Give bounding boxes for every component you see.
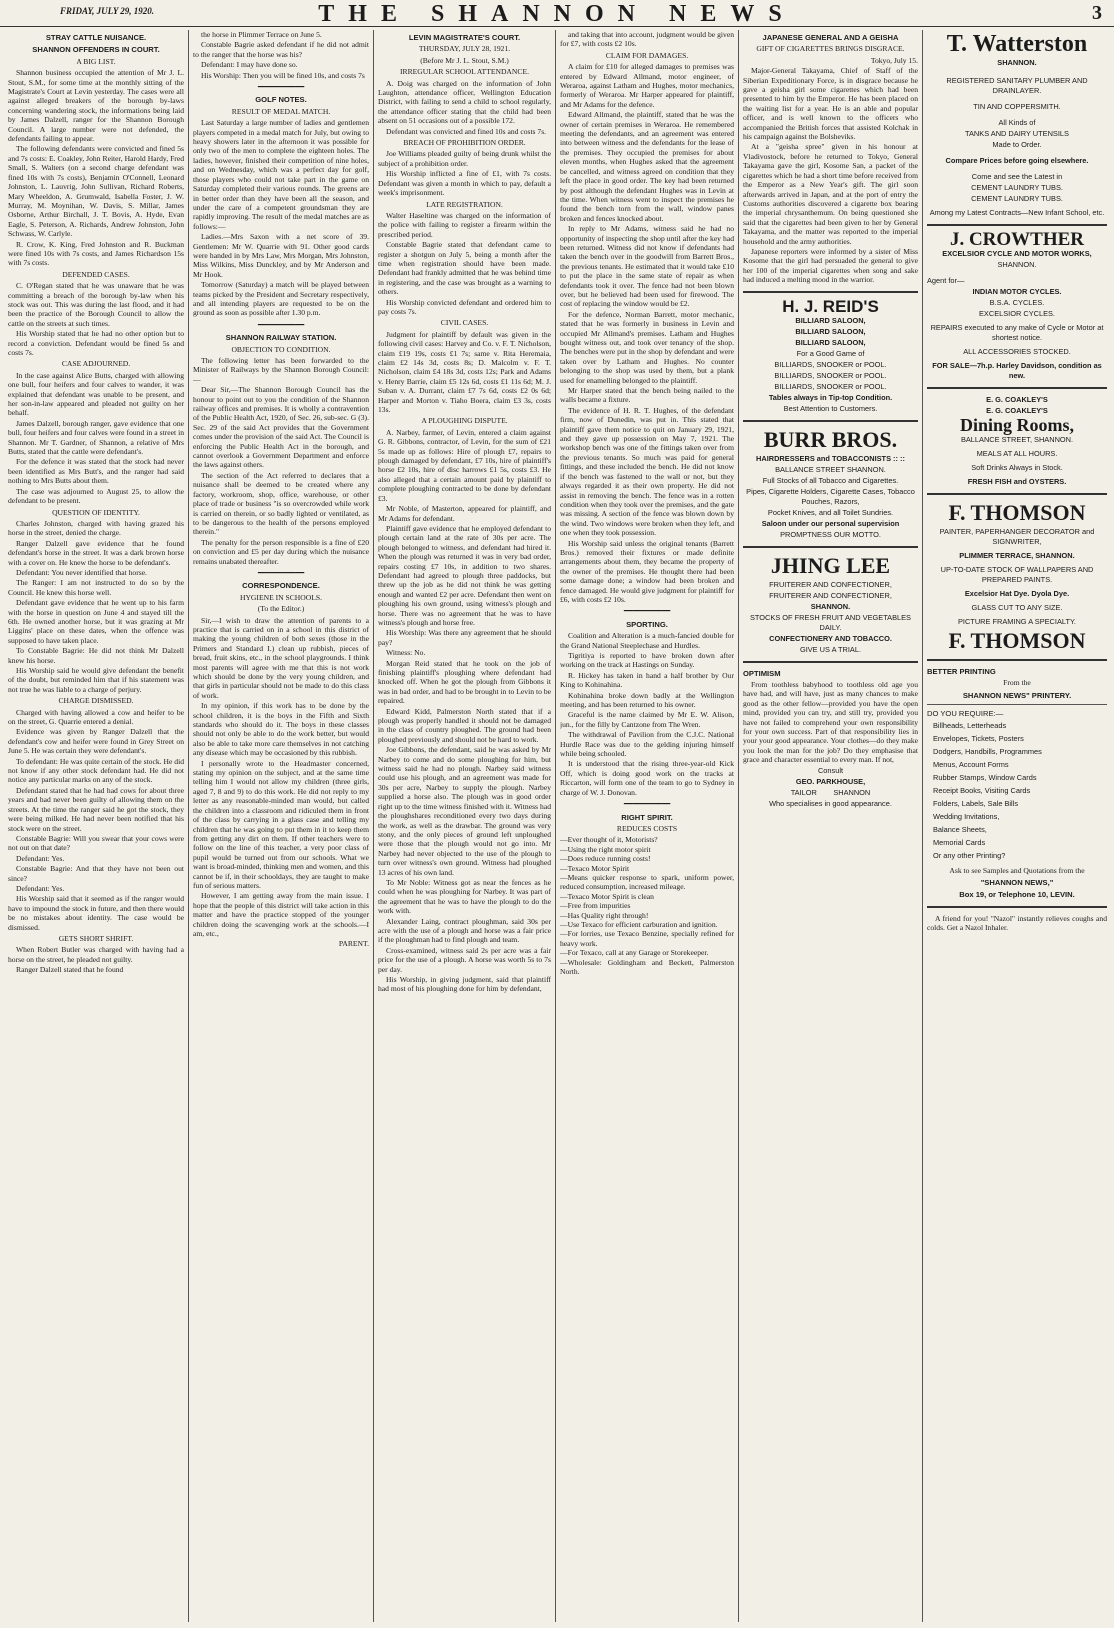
article-paragraph: Coalition and Alteration is a much-fancied double for the Grand National Steeplechase and Hurdles. [560, 631, 734, 650]
ad-line: FOR SALE—7h.p. Harley Davidson, condition as new. [932, 361, 1102, 380]
ad-line: Saloon under our personal supervision [761, 518, 900, 528]
list-item: Envelopes, Tickets, Posters [933, 733, 1024, 743]
article-paragraph: R. Crow, K. King, Fred Johnston and R. Buckman were fined 10s with 7s costs, and James Richardson 15s with 7s costs. [8, 239, 184, 268]
column-5 [743, 30, 918, 1620]
article-paragraph: Ranger Dalzell stated that he found [16, 965, 124, 975]
subhead: IRREGULAR SCHOOL ATTENDANCE. [399, 67, 530, 77]
ad-title: T. Watterston [946, 31, 1088, 57]
article-paragraph: Evidence was given by Ranger Dalzell that the defendant's cow and heifer were found in Grey Street on June 5. He was certain they were defendant's. [8, 727, 184, 756]
headline-stray-cattle: STRAY CATTLE NUISANCE. [45, 33, 147, 42]
article-paragraph: Defendant was convicted and fined 10s and costs 7s. [386, 126, 547, 136]
article-paragraph: To Mr Noble: Witness got as near the fences as he could when he was ploughing for Narbey. It was part of the agreement that he was to have the plough to do the work with. [378, 877, 551, 916]
ad-line: BILLIARDS, SNOOKER or POOL. [774, 381, 887, 391]
ad-line: SHANNON. [810, 601, 851, 611]
column-6 [927, 30, 1107, 1620]
headline-railway: SHANNON RAILWAY STATION. [225, 333, 337, 343]
article-paragraph: His Worship stated that he had no other option but to record a conviction. Defendant would be fined 5s and costs 7s. [8, 329, 184, 357]
subhead: RESULT OF MEDAL MATCH. [231, 106, 331, 116]
newspaper-title: THE SHANNON NEWS [318, 1, 796, 27]
article-paragraph: Witness: No. [386, 648, 426, 658]
ad-line: BALLANCE STREET SHANNON. [775, 464, 886, 474]
ad-line: BILLIARD SALOON, [795, 326, 866, 336]
article-paragraph: Last Saturday a large number of ladies and gentlemen players competed in a medal match for July, but owing to heavy showers later in the afternoon it was possible for only two of the men to complete the eighteen holes. The ladies, however, finished their competition of nine holes, and on Wednesday, which was a perfect day for golf, those players who could not take part in the game on Saturday completed their various rounds. The greens are in better order than they have been all the season, and under the care of a competent groundsman they are rapidly improving. The result of the medal matches are as follows:— [193, 118, 369, 231]
ad-line: Compare Prices before going elsewhere. [945, 156, 1089, 165]
article-paragraph: Edward Kidd, Palmerston North stated that if a plough was properly handled it should not be damaged in the class of country ploughed. The ground had been ploughed previously and should not be hard to work. [378, 706, 551, 744]
ad-title: F. THOMSON [948, 628, 1086, 653]
article-paragraph: Defendant: Yes. [16, 883, 65, 893]
list-item: —Wholesale: Goldingham and Beckett, Palmerston North. [560, 957, 734, 976]
ad-title: J. CROWTHER [949, 229, 1085, 250]
article-paragraph: Tomorrow (Saturday) a match will be played between teams picked by the President and Secretary respectively, and all intending players are requested to be on the ground as soon as possible after 1.30 p.m. [193, 280, 369, 318]
ad-line: BILLIARD SALOON, [795, 337, 866, 347]
article-paragraph: Defendant: Yes. [16, 853, 65, 863]
subhead: THURSDAY, JULY 28, 1921. [418, 44, 511, 54]
subhead: GETS SHORT SHRIFT. [58, 933, 134, 943]
article-paragraph: In the case against Alice Butts, charged with allowing one bull, four heifers and four calves to wander, it was explained that defendant was unable to be present, and her son-in-law appeared and pleaded not guilty on her behalf. [8, 370, 184, 418]
headline-magistrates-court: LEVIN MAGISTRATE'S COURT. [408, 33, 521, 42]
ad-line: Tables always in Tip-top Condition. [768, 392, 893, 402]
article-paragraph: Graceful is the name claimed by Mr E. W. Alison, jun., for the filly by Cantzone from The Wren. [560, 710, 734, 729]
column-4 [560, 30, 734, 1620]
ad-line: From the [1003, 678, 1031, 688]
list-item: Menus, Account Forms [933, 759, 1009, 769]
subhead: QUESTION OF IDENTITY. [52, 507, 140, 517]
article-paragraph: However, I am getting away from the main issue. I hope that the people of this district will take action in this matter and have the practice stopped of the younger children doing the scavenging work at the schools.—I am, etc., [193, 891, 369, 938]
ad-line: For a Good Game of [796, 348, 865, 358]
column-3 [378, 30, 551, 1620]
article-paragraph: Charles Johnston, charged with having grazed his horse in the street, denied the charge. [8, 518, 184, 538]
headline-sporting: SPORTING. [626, 619, 668, 629]
ad-jhing-lee [743, 546, 918, 655]
subhead: OBJECTION TO CONDITION. [231, 344, 331, 354]
ad-line: Ask to see Samples and Quotations from the [949, 865, 1085, 875]
article-paragraph: Defendant gave evidence that he went up to his farm with the horse in question on June 4 and stayed till the 6th. He owned another horse, but it was grazing at Mr Liggins' place on these dates, when the offence was supposed to have taken place. [8, 598, 184, 645]
ad-line: Pocket Knives, and all Toilet Sundries. [767, 507, 894, 517]
subhead: CHARGE DISMISSED. [58, 696, 134, 706]
list-item: —Texaco Motor Spirit is clean [560, 891, 654, 901]
article-paragraph: Defendant: I may have done so. [201, 60, 298, 70]
ad-line: Consult [817, 765, 844, 775]
subhead: DEFENDED CASES. [62, 269, 130, 279]
list-item: Or any other Printing? [933, 850, 1006, 860]
column-1 [8, 30, 184, 1620]
headline-golf: GOLF NOTES. [255, 95, 307, 105]
ad-line: REGISTERED SANITARY PLUMBER AND DRAINLAYER. [946, 76, 1088, 95]
section-divider: ━━━━━━━━━━━ [257, 320, 305, 329]
article-paragraph: Ladies.—Mrs Saxon with a net score of 39. Gentlemen: Mr W. Quarrie with 91. Other good cards were handed in by Mrs Law, Mrs Morgan, Mrs Johnston, Miss Wilkins, Miss Dunckley, and by Mr Anderson and Mr Hook. [193, 232, 369, 279]
ad-line: BILLIARDS, SNOOKER or POOL. [774, 370, 887, 380]
headline-japanese-general: JAPANESE GENERAL AND A GEISHA [762, 33, 899, 42]
article-paragraph: His Worship said he would give defendant the benefit of the doubt, but reminded him that if his statement was not true he was liable to a charge of perjury. [8, 666, 184, 694]
ad-line: UP-TO-DATE STOCK OF WALLPAPERS AND PREPARED PAINTS. [940, 565, 1094, 584]
ad-line: B.S.A. CYCLES. [989, 298, 1045, 307]
subhead: HYGIENE IN SCHOOLS. [239, 592, 323, 602]
article-paragraph: Kohinahina broke down badly at the Wellington meeting, and has been returned to his owner. [560, 690, 734, 710]
ad-line: TAILOR SHANNON [790, 787, 871, 797]
article-paragraph: I personally wrote to the Headmaster concerned, stating my opinion on the subject, and at the same time telling him I would not allow my children (three girls, aged 7, 8 and 9) to do this work. He did not reply to my letter as any reasonable-minded man would, but called the children into a classroom and ridiculed them in front of the class by carrying in a glass case and telling my children that he was going to put them in it to keep them from getting any dirt on them. If other teachers were to follow on the line of this teacher, a very poor class of pupil would be turned out from our schools. What we want is broad-minded, thinking men and women, and this cannot be if, in their schooldays, they are taught to make fun of serious matters. [193, 758, 369, 890]
ad-line: PAINTER, PAPERHANGER DECORATOR and SIGNWRITER, [939, 527, 1095, 546]
article-paragraph: Mr Harper stated that the bench being nailed to the walls became a fixture. [560, 386, 734, 405]
ad-line: REPAIRS executed to any make of Cycle or Motor at shortest notice. [930, 323, 1104, 342]
list-item: Rubber Stamps, Window Cards [933, 772, 1037, 782]
list-item: —Has Quality right through! [560, 910, 649, 920]
list-item: Balance Sheets, [933, 824, 987, 834]
subhead: (Before Mr J. L. Stout, S.M.) [420, 55, 509, 65]
article-paragraph: Judgment for plaintiff by default was given in the following civil cases: Harvey and Co. v. F. T. Nicholson, claim £19 19s, costs £1 7s; same v. Rita Heremaia, claim £2 14s 3d, costs 8s; D. Malcolm v. F. T. Nicholson, claim £4 18s 3d, costs 12s; Park and Adams v. Henry Barrie, claim £5 12s 6d, costs £1 11s 6d; M. J. Suban v. A. Durrant, claim £7 7s 6d, costs £2 0s 6d; Harper and Morton v. Tiaho Boera, claim £3 3s, costs 13s. [378, 329, 551, 415]
list-item: —Using the right motor spirit [560, 844, 651, 854]
ad-line: STOCKS OF FRESH FRUIT AND VEGETABLES DAILY. [750, 612, 911, 632]
article-paragraph: Constable Bagrie stated that defendant came to register a shotgun on July 5, being a month after the time when registration should have been made. Defendant had frankly admitted that he was behind time in registering, and the case was brought as a warning to others. [378, 240, 551, 297]
article-paragraph: At a "geisha spree" given in his honour at Vladivostock, before he returned to Tokyo, General Takayama gave the girl, Kosome San, a packet of the cigarettes which he had a short time before received from the Emperor as a New Year's gift. The girl soon afterwards arrived in Japan, and at the port of entry the Customs authorities discovered a cigarette box bearing the imperial chrysanthemum. On being questioned she said that the cigarettes had been given to her by General Takayama, and the matter was reported to the imperial household and the army authorities. [743, 142, 918, 246]
ad-line: EXCELSIOR CYCLES. [979, 309, 1055, 318]
article-paragraph: To defendant: He was quite certain of the stock. He did not know if any other stock defendant had. He did not notice any particular marks on any of the stock. [8, 756, 184, 785]
article-paragraph: Shannon business occupied the attention of Mr J. L. Stout, S.M., for some time at the monthly sitting of the Magistrate's Court at Levin yesterday. The cases were all against alleged breakers of the borough by-laws concerning wandering stock, the informations being laid by James Dalzell, ranger for the Shannon Borough Council. A large number were not defended, the defendants failing to appear. [8, 68, 184, 144]
article-paragraph: His Worship said unless the original tenants (Barrett Bros.) removed their fixtures or made definite arrangements about them, they became the property of the owner of the premises. He thought there had been some damage done; a window had been broken and fence damaged. He would give judgment for plaintiff for £6, with costs £2 10s. [560, 538, 734, 604]
ad-line: Box 19, or Telephone 10, LEVIN. [959, 890, 1075, 900]
ad-reid-billiards [743, 291, 918, 414]
subhead: A BIG LIST. [76, 56, 116, 66]
list-item: Folders, Labels, Sale Bills [933, 798, 1019, 808]
article-paragraph: the horse in Plimmer Terrace on June 5. [201, 30, 322, 39]
ad-line: SHANNON. [997, 58, 1037, 67]
article-paragraph: His Worship said that it seemed as if the ranger would have to impound the stock in future, and then there would be no mistakes about identity. The case would be dismissed. [8, 894, 184, 932]
ad-line: Agent for— [927, 276, 965, 285]
ad-line: PICTURE FRAMING A SPECIALTY. [957, 617, 1076, 626]
ad-line: PROMPTNESS OUR MOTTO. [780, 529, 881, 539]
subhead: LATE REGISTRATION. [426, 199, 503, 209]
article-paragraph: The following defendants were convicted and fined 5s and 7s costs: E. Coakley, John Reiter, Harold Hardy, Fred Small, S. Walters (on a second charge defendant was fined 10s with 7s costs), Benjamin O'Connell, Leonard Johnston, L. Lauvrig, John Sullivan, Richard Roberts, Mary Wheeldon, A. Grumwald, Isabella Foster, J. W. Murray, M. Moynihan, W. Davis, S. Millar, James Osborne, Arthur Birchall, J. T. Bovis, A. Hyde, Evan Eagle, S. Peterson, A. Richards, Andrew Johnston, John Schwass, W. Carlyle. [8, 144, 184, 239]
ad-line: Best Attention to Customers. [783, 403, 878, 413]
article-paragraph: Constable Bagrie asked defendant if he did not admit to the ranger that the horse was his? [193, 40, 369, 59]
subhead: A PLOUGHING DISPUTE. [421, 416, 508, 426]
section-divider: ━━━━━━━━━━━ [623, 607, 671, 616]
subhead: BREACH OF PROHIBITION ORDER. [403, 138, 526, 148]
article-paragraph: His Worship, in giving judgment, said that plaintiff had most of his ploughing done for him by defendant, [378, 975, 551, 994]
article-paragraph: James Dalzell, borough ranger, gave evidence that one bull, four heifers and four calves were found in a street in Shannon. Mr T. Gardner, of Shannon, a relative of Mrs Butts, stated that the cattle were defendant's. [8, 418, 184, 457]
section-divider: ━━━━━━━━━━━ [257, 83, 305, 92]
article-paragraph: The section of the Act referred to declares that a nuisance shall be deemed to be created where any factory, workroom, shop, office, warehouse, or other place of trade or business "is so overcrowded while work is carried on therein, or so badly lighted or ventilated, as to be dangerous to the health of the persons employed therein." [193, 470, 369, 537]
article-paragraph: Alexander Laing, contract ploughman, said 30s per acre with the use of a plough and horse was a fair price if the ploughman had to find plough and team. [378, 916, 551, 945]
ad-title: H. J. REID'S [782, 296, 879, 316]
article-paragraph: The following letter has been forwarded to the Minister of Railways by the Shannon Borough Council:— [193, 356, 369, 384]
column-rule [555, 30, 556, 1622]
ad-line: BILLIARDS, SNOOKER or POOL. [774, 359, 887, 369]
article-paragraph: C. O'Regan stated that he was unaware that he was committing a breach of the borough by-law when his stock was out. This was during the last flood, and it had been the practice of the Borough Council to allow the cattle on the streets at such times. [8, 281, 184, 328]
ad-line: Pipes, Cigarette Holders, Cigarette Cases, Tobacco Pouches, Razors, [746, 486, 915, 506]
article-paragraph: A. Narbey, farmer, of Levin, entered a claim against G. R. Gibbons, contractor, of Levin, for the sum of £21 5s made up as follows: Hire of plough £7, repairs to plough damaged by defendant, £7 10s, hire of plaintiff's horse £2 10s, hire of disc harrows £1 5s, costs £3. He also alleged that a certain amount paid by plaintiff to complete ploughing contracted to be done by defendant £3. [378, 427, 551, 503]
article-paragraph: Morgan Reid stated that he took on the job of finishing plaintiff's ploughing where defendant had knocked off. When he got the plough from Gibbons it was in bad order, and had to be brought in to Levin to be repaired. [378, 658, 551, 706]
subhead: CIVIL CASES. [440, 318, 489, 328]
section-divider: ━━━━━━━━━━━ [257, 568, 305, 577]
ad-line: CEMENT LAUNDRY TUBS. [971, 194, 1063, 203]
ad-line: "SHANNON NEWS," [980, 878, 1054, 888]
ad-line: FRUITERER AND CONFECTIONER, [769, 590, 892, 600]
subhead: CLAIM FOR DAMAGES. [605, 50, 689, 60]
ad-watterston [927, 32, 1107, 218]
list-item: —Texaco Motor Spirit [560, 863, 630, 873]
list-item: —For Texaco, call at any Garage or Storekeeper. [560, 948, 709, 958]
article-paragraph: The evidence of H. R. T. Hughes, of the defendant firm, now of Dunedin, was put in. This stated that plaintiff gave them notice to quit on January 29, 1921, and they gave up possession on May 7, 1921. The workshop bench was one of the fittings taken over from the previous tenants. So much was paid for general fittings, and these included the bench. He did not know if the bench was fastened to the wall or not, but they always regarded it as their own property. He did not assist in removing the bench. The fence was in a rotten condition when they took over the premises, and the gate was missing. A section of the fence was blown down by the wind. Two windows were broken when they left, and one when they took possession. [560, 405, 734, 538]
article-paragraph: Tigritiya is reported to have broken down after working on the track at Hastings on Sunday. [560, 651, 734, 670]
dateline: Tokyo, July 15. [870, 55, 918, 65]
article-paragraph: Defendant stated that he had had cows for about three years and had never been guilty of allowing them on the streets. At the time the ranger said he got the stock, they were being milked. He had never been notified that his stock were on the street. [8, 785, 184, 833]
list-item: —Does reduce running costs! [560, 854, 651, 864]
article-paragraph: The penalty for the person responsible is a fine of £20 on conviction and £5 per day during which the nuisance remains unabated thereafter. [193, 537, 369, 566]
article-paragraph: It is understood that the rising three-year-old Kick Off, which is doing good work on the tracks at Riccarton, will form one of the team to go to Sydney in charge of W. J. Donovan. [560, 759, 734, 797]
ad-line: TIN AND COPPERSMITH. [973, 102, 1061, 111]
ad-line: MEALS AT ALL HOURS. [976, 449, 1058, 458]
article-paragraph: Edward Allmand, the plaintiff, stated that he was the owner of certain premises in Weraroa. He remembered meeting the defendants, and an agreement was entered into between witness and the defendants for the lease of the premises. They occupied the premises for about eleven months, when Hughes asked that the agreement be cancelled, and witness agreed on condition that they left the place in good order. The key had been returned by post although the defendant Hughes was in Levin at the time. When witness went to inspect the premises he found the bench torn from the wall, window panes broken and fences knocked about. [560, 110, 734, 223]
article-paragraph: Constable Bagrie: Will you swear that your cows were not out on that date? [8, 833, 184, 853]
ad-line: TANKS AND DAIRY UTENSILS [965, 129, 1069, 138]
ad-line: INDIAN MOTOR CYCLES. [972, 287, 1062, 296]
list-item: —Means quicker response to spark, uniform power, reduced consumption, increased mileage. [560, 872, 734, 892]
ad-line: BILLIARD SALOON, [795, 315, 866, 325]
texaco-list [560, 835, 734, 976]
ad-line: Excelsior Hat Dye. Dyola Dye. [964, 589, 1070, 598]
headline-correspondence: CORRESPONDENCE. [242, 581, 320, 591]
ad-line: SHANNON. [997, 260, 1037, 269]
article-paragraph: When Robert Butler was charged with having had a horse on the street, he pleaded not guilty. [8, 945, 184, 964]
ad-line: GEO. PARKHOUSE, [795, 776, 866, 786]
headline-right-spirit: RIGHT SPIRIT. [621, 812, 673, 822]
ad-line: Come and see the Latest in [971, 172, 1063, 181]
list-item: Billheads, Letterheads [933, 720, 1007, 730]
article-paragraph: Joe Williams pleaded guilty of being drunk whilst the subject of a prohibition order. [378, 149, 551, 168]
subhead: CASE ADJOURNED. [61, 359, 131, 369]
ad-thomson-painter [927, 493, 1107, 653]
ad-line: Who specialises in good appearance. [769, 798, 892, 808]
ad-line: E. G. COAKLEY'S [986, 395, 1048, 404]
list-item: —Use Texaco for efficient carburation and ignition. [560, 919, 718, 929]
article-paragraph: Charged with having allowed a cow and heifer to be on the street, G. Quarrie entered a denial. [8, 707, 184, 727]
list-item: Memorial Cards [933, 837, 986, 847]
ad-title: Dining Rooms, [959, 415, 1075, 435]
article-paragraph: The case was adjourned to August 25, to allow the defendant to be present. [8, 486, 184, 506]
masthead [0, 0, 1114, 27]
article-paragraph: In my opinion, if this work has to be done by the school children, it is the boys in the Fifth and Sixth standards who should do it. The boys in these classes should not only be able to do the work better, but would also be able to take more care themselves in not catching any disease which may be occasioned by this rubbish. [193, 701, 369, 758]
article-paragraph: Walter Haseltine was charged on the information of the police with failing to register a firearm within the prescribed period. [378, 210, 551, 239]
ad-parkhouse-tailor [743, 661, 918, 809]
ad-line: GLASS CUT TO ANY SIZE. [971, 603, 1063, 612]
ad-line: PLIMMER TERRACE, SHANNON. [959, 551, 1075, 560]
ad-line: BALLANCE STREET, SHANNON. [960, 435, 1074, 444]
ad-coakley-dining [927, 387, 1107, 487]
issue-date: FRIDAY, JULY 29, 1920. [60, 6, 155, 16]
article-paragraph: In reply to Mr Adams, witness said he had no opportunity of inspecting the shop until after the key had been returned. Witness did not know if defendants had taken the bench over in the goodwill from Barrett Bros., the previous tenants. He estimated that it would take £10 to put the place in the same state of repair as when defendants took it over. The fence had not been blown over, but he believed had been used for firewood. The cost of replacing the window would be £2. [560, 224, 734, 309]
ad-line: CONFECTIONERY AND TOBACCO. [769, 633, 892, 643]
article-paragraph: The Ranger: I am not instructed to do so by the Council. He knew this horse well. [8, 578, 184, 597]
article-paragraph: A. Doig was charged on the information of John Laughton, attendance officer, Wellington Education District, with failing to send a child to school regularly, the attendance officer stating that the child had been absent on 51 occasions out of a possible 172. [378, 78, 551, 126]
ad-line: Made to Order. [992, 140, 1042, 149]
ad-title: F. THOMSON [948, 500, 1086, 525]
subhead: (To the Editor.) [257, 604, 305, 614]
article-paragraph: His Worship convicted defendant and ordered him to pay costs 7s. [378, 297, 551, 316]
column-rule [922, 30, 923, 1622]
ad-crowther [927, 224, 1107, 381]
subhead: GIFT OF CIGARETTES BRINGS DISGRACE. [756, 44, 905, 54]
column-rule [188, 30, 189, 1622]
article-paragraph: His Worship: Then you will be fined 10s, and costs 7s [201, 70, 365, 80]
ad-line: GIVE US A TRIAL. [799, 644, 862, 654]
article-paragraph: Constable Bagrie: And that they have not been out since? [8, 864, 184, 883]
article-paragraph: For the defence it was stated that the stock had never been identified as Mrs Butt's, and the ranger had said nothing to Mrs Butts about them. [8, 457, 184, 486]
article-paragraph: Defendant: You never identified that horse. [16, 567, 147, 577]
ad-title: OPTIMISM [743, 668, 781, 678]
article-paragraph: A claim for £10 for alleged damages to premises was entered by Edward Allmand, motor engineer, of Weraroa, against Latham and Hughes, motor mechanics, formerly of Weraroa. Mr Harper appeared for plaintiff, and Mr Adams for the defence. [560, 62, 734, 109]
ad-burr-bros [743, 420, 918, 540]
list-item: Wedding Invitations, [933, 811, 1000, 821]
ad-line: Among my Latest Contracts—New Infant School, etc. [929, 208, 1105, 217]
list-item: —Ever thought of it, Motorists? [560, 835, 658, 845]
letter-signature: PARENT. [338, 939, 369, 949]
column-rule [373, 30, 374, 1622]
article-paragraph: Plaintiff gave evidence that he employed defendant to plough certain land at the rate of 30s per acre. The plough belonged to witness, and defendant had hired it. When the plough was returned it was in very bad order, repairs costing £7 10s, in addition to two shares. Defendant had agreed to plough three paddocks, but threw up the job as he did not think he was getting enough and wanted £2 per acre. Defendant then went on ploughing his own ground, using witness's plough and horse. There was no agreement that he was to have witness's plough and horse free. [378, 523, 551, 627]
ad-line: HAIRDRESSERS and TOBACCONISTS :: :: [756, 453, 905, 463]
article-paragraph: To Constable Bagrie: He did not think Mr Dalzell knew his horse. [8, 646, 184, 665]
subhead: REDUCES COSTS [616, 823, 678, 833]
ad-title: BURR BROS. [763, 426, 898, 452]
article-paragraph: and taking that into account, judgment would be given for £7, with costs £2 10s. [560, 30, 734, 49]
ad-line: E. G. COAKLEY'S [986, 406, 1048, 415]
article-paragraph: Sir,—I wish to draw the attention of parents to a practice that is carried on in a school in this district of making the young children of both sexes (those in the Primers and Standard I.) clean up rubbish, pieces of bread, fruit skins, etc., in the school playgrounds. I think most parents will agree with me that this is not work which should be done by the very young children, and that girls in particular should not be made to do this class of work. [193, 615, 369, 700]
ad-line: DO YOU REQUIRE:— [927, 709, 1004, 719]
ad-line: FRESH FISH and OYSTERS. [967, 477, 1067, 486]
ad-line: Soft Drinks Always in Stock. [971, 463, 1063, 472]
list-item: —For lorries, use Texaco Benzine, specially refined for heavy work. [560, 929, 734, 948]
ad-nazol: A friend for you! "Nazol" instantly relieves coughs and colds. Get a Nazol Inhaler. [927, 913, 1107, 933]
article-paragraph: His Worship inflicted a fine of £1, with 7s costs. Defendant was given a month in which to pay, default a week's imprisonment. [378, 169, 551, 198]
ad-line: SHANNON NEWS" PRINTERY. [962, 690, 1072, 700]
ad-line: Full Stocks of all Tobacco and Cigarettes. [762, 475, 899, 485]
ad-line: All Kinds of [998, 118, 1036, 127]
article-paragraph: For the defence, Norman Barrett, motor mechanic, stated that he was formerly in business in Levin and occupied Mr Allmand's premises. Latham and Hughes bought witness out, and took over tenancy of the shop. The benches were put in the shop by defendant and were taken over by Latham and Hughes. No counter belonging to the shop was used by them, but a plank used for enamelling belonged to the plaintiff. [560, 309, 734, 385]
article-paragraph: The withdrawal of Pavilion from the C.J.C. National Hurdle Race was due to the gelding injuring himself while being schooled. [560, 730, 734, 759]
article-paragraph: R. Hickey has taken in hand a half brother by Our King to Kohinahina. [560, 670, 734, 690]
list-item: Dodgers, Handbills, Programmes [933, 746, 1042, 756]
article-paragraph: Major-General Takayama, Chief of Staff of the Siberian Expeditionary Force, is in disgrace because he gave a geisha girl some cigarettes which had been presented to him by the Emperor. He has been placed on the waiting list for a year. He is an able and popular officer, and is well known to the officers who accompanied the British forces that assisted Kolchak in his campaign against the Bolsheviks. [743, 66, 918, 142]
page-number: 3 [1092, 2, 1102, 24]
ad-paragraph: From toothless babyhood to toothless old age you have had, and will have, just as many chances to make good as the other fellow—provided you have the open mind, provided you can try, and still try, provided you have not failed to comprehend your own responsibility for your own success. Part of that responsibility lies in your your good appearance. Your clothes—do they make you look the man for the job? Do they emphasise that grace and character essential to every man. If not, [743, 679, 918, 765]
ad-title: BETTER PRINTING [927, 667, 996, 676]
subhead: SHANNON OFFENDERS IN COURT. [32, 45, 160, 55]
ad-line: EXCELSIOR CYCLE AND MOTOR WORKS, [942, 249, 1092, 258]
article-paragraph: Joe Gibbons, the defendant, said he was asked by Mr Narbey to come and do some ploughing for him, but witness said he had no plough. Narbey said witness could use his plough, and an agreement was made for 30s per acre, Narbey to supply the plough. Narbey supplied a horse also. The plough was in good order right up to the time witness finished with it. Witness had the ploughshares reconditioned every two days during the work, as well as the drawbar. The ground was very stony, and the only pieces of ground left unploughed were those that the plough would not go into. Mr Narbey had never objected to the use of the plough to turn over witness's own ground. Witness had ploughed 13 acres of his own land. [378, 745, 551, 877]
ad-line: ALL ACCESSORIES STOCKED. [963, 347, 1071, 356]
article-paragraph: Ranger Dalzell gave evidence that he found defendant's horse in the street. It was a dark brown horse with a cover on. He knew the horse to be defendant's. [8, 538, 184, 567]
list-item: Receipt Books, Visiting Cards [933, 785, 1031, 795]
article-paragraph: Dear Sir,—The Shannon Borough Council has the honour to point out to you the condition of the Shannon railway offices and premises. It is wholly a contravention of the Public Health Act, 1920, of Sec. 26, sub-sec. G (3). Sec. 29 of the said Act provides that the Government comes under the provision of the said Act. The Council is enforcing the Public Health Act in the borough, and cannot overlook a Government Department and enforce the laws against others. [193, 385, 369, 470]
article-paragraph: Mr Noble, of Masterton, appeared for plaintiff, and Mr Adams for defendant. [378, 504, 551, 523]
column-2 [193, 30, 369, 1620]
ad-line: FRUITERER AND CONFECTIONER, [769, 579, 892, 589]
section-divider: ━━━━━━━━━━━ [623, 800, 671, 809]
article-paragraph: His Worship: Was there any agreement that he should pay? [378, 628, 551, 647]
column-rule [738, 30, 739, 1622]
list-item: —Free from impurities [560, 901, 631, 911]
ad-better-printing [927, 659, 1107, 900]
printing-list [927, 719, 1107, 862]
article-paragraph: Cross-examined, witness said 2s per acre was a fair price for the use of a plough. A horse was worth 5s to 7s per day. [378, 945, 551, 974]
ad-line: CEMENT LAUNDRY TUBS. [971, 183, 1063, 192]
article-paragraph: Japanese reporters were informed by a sister of Miss Kosome that the girl had persuaded the general to give her 100 of the imperial cigarettes when song and sake had induced a melting mood in the warrior. [743, 246, 918, 285]
ad-title: JHING LEE [770, 552, 891, 578]
